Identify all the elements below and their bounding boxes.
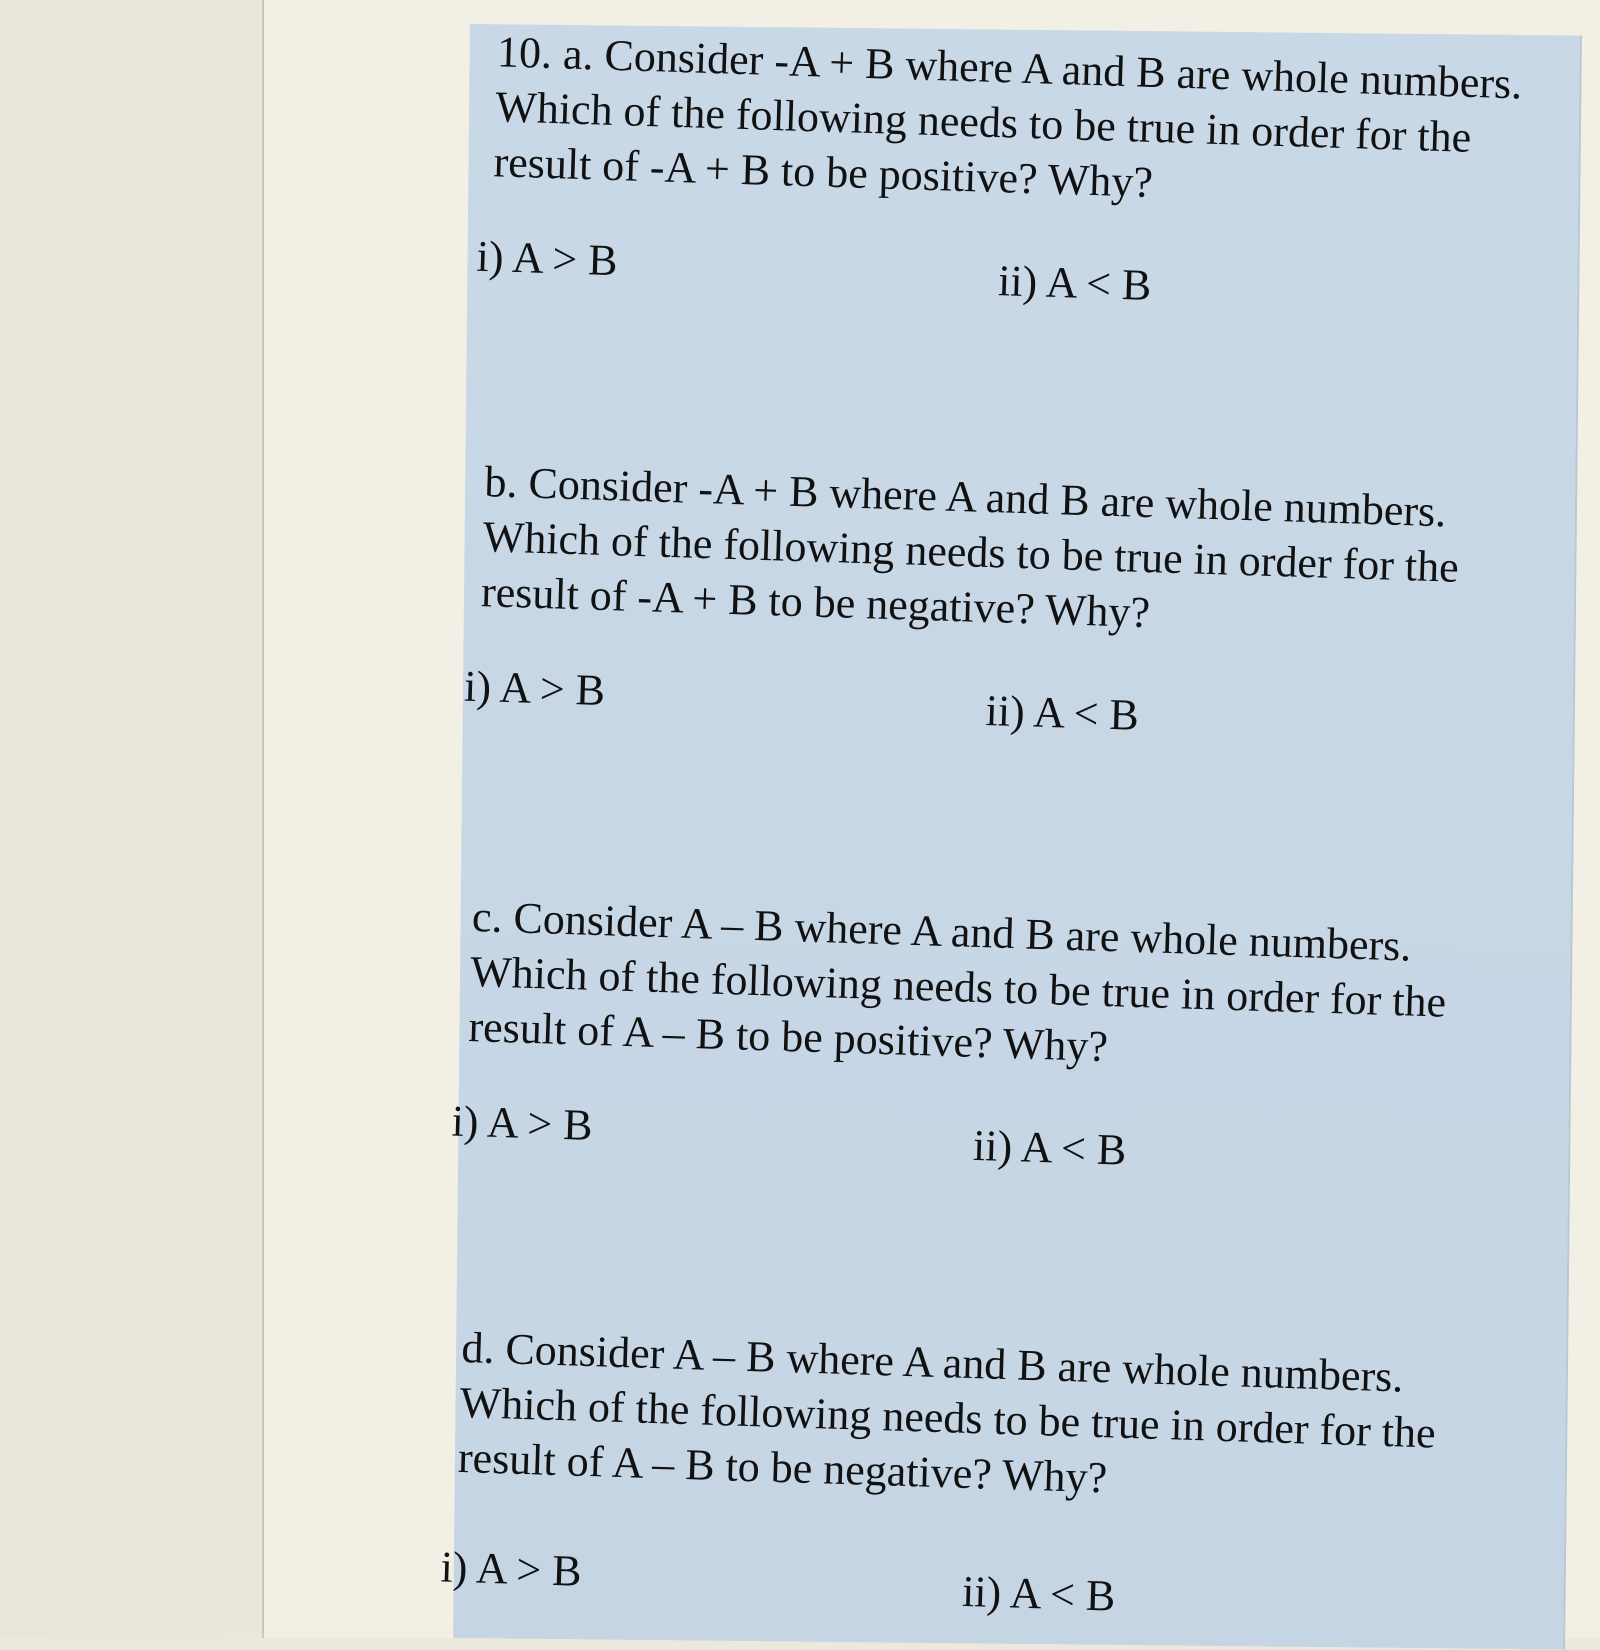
question-10b xyxy=(463,454,1545,747)
question-text: d. Consider A – B where A and B are whole numbers. Which of the following needs to be true in order for the result of A – B to be negative? Why? xyxy=(457,1322,1437,1503)
question-text: b. Consider -A + B where A and B are whole numbers. Which of the following needs to be true in order for the result of -A + B to be negative? Why? xyxy=(480,457,1460,638)
option-ii: ii) A < B xyxy=(961,1566,1117,1621)
option-i: i) A > B xyxy=(450,1096,594,1150)
option-i: i) A > B xyxy=(439,1542,583,1596)
option-i: i) A > B xyxy=(475,231,619,286)
option-ii: ii) A < B xyxy=(972,1120,1128,1175)
answer-options xyxy=(463,659,1538,747)
answer-options xyxy=(475,229,1551,317)
question-text: c. Consider A – B where A and B are whole numbers. Which of the following needs to be true in order for the result of A – B to be positive? Why? xyxy=(467,892,1447,1072)
question-10a xyxy=(475,24,1558,317)
question-10c xyxy=(450,889,1533,1182)
left-margin xyxy=(0,0,264,1638)
option-i: i) A > B xyxy=(463,661,606,716)
question-10d xyxy=(439,1320,1522,1628)
question-text: 10. a. Consider -A + B where A and B are whole numbers. Which of the following needs to be true in order for the result of -A + B to be positive? Why? xyxy=(492,27,1524,207)
answer-options xyxy=(439,1540,1515,1628)
answer-options xyxy=(450,1094,1526,1182)
option-ii: ii) A < B xyxy=(997,256,1153,310)
worksheet-sheet xyxy=(439,24,1582,1650)
option-ii: ii) A < B xyxy=(984,686,1140,740)
